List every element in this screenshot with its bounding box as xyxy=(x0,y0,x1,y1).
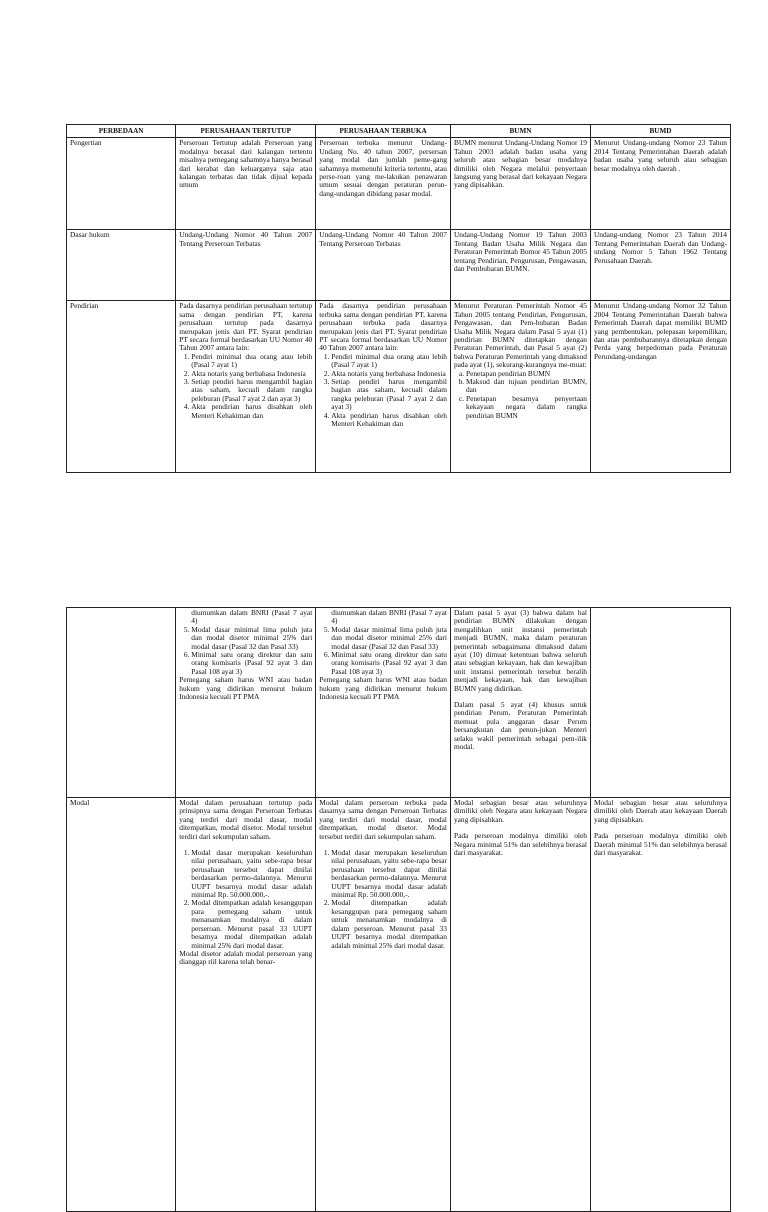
header-perbedaan: PERBEDAAN xyxy=(67,125,176,138)
cell-modal-bumn xyxy=(450,798,590,1212)
header-perusahaan-tertutup: PERUSAHAAN TERTUTUP xyxy=(176,125,316,138)
list-item: 1. Pendiri minimal dua orang atau lebih (Pasal 7 ayat 1) xyxy=(331,353,447,370)
pendirian-terbuka-list-continued xyxy=(319,626,447,676)
row-label-dasar-hukum: Dasar hukum xyxy=(67,230,176,301)
cell-pengertian-bumn: BUMN menurut Undang-Undang Nomor 19 Tahun 2003 adalah badan usaha yang seluruh atau sebagian besar modalnya dimiliki oleh Negara melalui penyertaan langsung yang berasal dari kekayaan Negara yang dipisahkan. xyxy=(450,138,590,230)
row-pendirian-lanjutan xyxy=(67,608,731,798)
cell-dasar-hukum-terbuka: Undang-Undang Nomor 40 Tahun 2007 Tentang Perseroan Terbatas xyxy=(316,230,451,301)
pendirian-terbuka-list xyxy=(319,353,447,429)
comparison-table-part-1 xyxy=(66,124,731,473)
pendirian-terbuka-continued: diumumkan dalam BNRI (Pasal 7 ayat 4) xyxy=(331,608,447,626)
list-item: 2. Akta notaris yang berbahasa Indonesia xyxy=(191,370,312,378)
table-header-row xyxy=(67,125,731,138)
cell-modal-terbuka xyxy=(316,798,451,1212)
list-item: 2. Modal ditempatkan adalah kesanggupan para pemegang saham untuk menanamkan modalnya di dalam perseroan. Menurut pasal 33 UUPT besarnya modal ditempatkan adalah minimal 25% dari modal dasar. xyxy=(331,899,447,949)
header-bumn: BUMN xyxy=(450,125,590,138)
pendirian-terbuka-intro: Pada dasarnya pendirian perusahaan terbuka sama dengan pendirian PT, karena perusahaan terbuka pada dasarnya merupakan jenis dari PT. Syarat pendirian PT secara formal berdasarkan UU Nomor 40 Tahun 2007 antara lain: xyxy=(319,301,447,353)
pendirian-bumn-intro: Menurut Peraturan Pemerintah Nomor 45 Tahun 2005 tentang Pendirian, Pengurusan, Pengawasan, dan Pem-bubaran Badan Usaha Milik Negara dalam Pasal 5 ayat (1) pendirian BUMN ditetapkan dengan Peraturan Pemerintah, dan Pasal 5 ayat (2) bahwa Peraturan Pemerintah yang dimaksud pada ayat (1), sekurang-kurangnya me-muat: xyxy=(453,301,587,370)
modal-bumn-paragraph-1: Modal sebagian besar atau seluruhnya dimiliki oleh Negara atau kekayaan Negara yang dipisahkan. xyxy=(453,798,587,824)
list-item: c. Penetapan besarnya penyertaan kekayaan negara dalam rangka pendirian BUMN xyxy=(466,395,587,420)
modal-bumn-paragraph-2: Pada perseroan modalnya dimiliki oleh Negara minimal 51% dan selebihnya berasal dari masyarakat. xyxy=(453,831,587,858)
modal-tertutup-list xyxy=(179,849,312,950)
modal-tertutup-intro: Modal dalam perusahaan tertutup pada prinsipnya sama dengan Perseroan Terbatas yang terdiri dari modal dasar, modal ditempatkan, modal disetor. Modal tersebut terdiri dari sekumpulan saham. xyxy=(179,799,313,841)
pendirian-tertutup-list xyxy=(179,353,312,420)
modal-tertutup-closing: Modal disetor adalah modal perseroan yang dianggap riil karena telah benar- xyxy=(179,948,313,967)
cell-pendirian-bumd: Menurut Undang-undang Nomor 32 Tahun 2004 Tentang Pemerintahan Daerah bahwa Pemerintah Daerah dapat memiliki BUMD yang pembentukan, pelepasan kepemilikan, dan atau pembubarannya ditetapkan dengan Perda yang berpedoman pada Peraturan Perundang-undangan xyxy=(590,301,730,473)
pendirian-tertutup-intro: Pada dasarnya pendirian perusahaan tertutup sama dengan pendirian PT, karena perusahaan tertutup pada dasarnya merupakan jenis dari PT. Syarat pendirian PT secara formal berdasarkan UU Nomor 40 Tahun 2007 antara lain: xyxy=(179,301,313,353)
list-item: 4. Akta pendirian harus disahkan oleh Menteri Kehakiman dan xyxy=(331,412,447,429)
row-pengertian xyxy=(67,138,731,230)
list-item: 1. Modal dasar merupakan keseluruhan nilai perusahaan, yaitu sebe-rapa besar perusahaan tersebut dapat dinilai berdasarkan permo-dalannya. Menurut UUPT besarnya modal dasar adalah minimal Rp. 50.000.000,-. xyxy=(191,849,312,899)
list-item: 1. Pendiri minimal dua orang atau lebih (Pasal 7 ayat 1) xyxy=(191,353,312,370)
list-item: 2. Akta notaris yang berbahasa Indonesia xyxy=(331,370,447,378)
pendirian-terbuka-closing: Pemegang saham harus WNI atau badan hukum yang didirikan menurut hukum Indonesia kecuali PT PMA xyxy=(319,675,447,702)
comparison-table-part-2 xyxy=(66,607,731,1212)
cell-pendirian-terbuka-lanjutan xyxy=(316,608,451,798)
cell-dasar-hukum-bumd: Undang-undang Nomor 23 Tahun 2014 Tentang Pemerintahan Daerah dan Undang-undang Nomor 5 Tahun 1962 Tentang Perusahaan Daerah. xyxy=(590,230,730,301)
row-modal xyxy=(67,798,731,1212)
pendirian-bumn-paragraph-1: Dalam pasal 5 ayat (3) bahwa dalam hal pendirian BUMN dilakukan dengan mengalihkan unit instansi pemerintah menjadi BUMN, maka dalam peraturan pemerintah sebagaimana dimaksud dalam ayat (10) dimuat ketentuan bahwa seluruh atau sebagian kekayaan, hak dan kewajiban unit instansi pemerintah tersebut beralih menjadi kekayaan, hak dan kewajiban BUMN yang didirikan. xyxy=(453,608,587,693)
row-dasar-hukum xyxy=(67,230,731,301)
cell-pengertian-tertutup: Perseroan Tertutup adalah Perseroan yang modalnya berasal dari kalangan tertentu misalnya pemegang sahamnya hanya berasal dari kerabat dan keluarganya saja atau kalangan terbatas dan tidak dijual kepada umum xyxy=(176,138,316,230)
list-item: 1. Modal dasar merupakan keseluruhan nilai perusahaan, yaitu sebe-rapa besar perusahaan tersebut dapat dinilai berdasarkan permo-dalannya. Menurut UUPT besarnya modal dasar adalah minimal Rp. 50.000.000,-. xyxy=(331,849,447,899)
cell-modal-bumd xyxy=(590,798,730,1212)
list-item: 5. Modal dasar minimal lima puluh juta dan modal disetor minimal 25% dari modal dasar (Pasal 32 dan Pasal 33) xyxy=(191,626,312,651)
cell-pendirian-terbuka xyxy=(316,301,451,473)
list-item: 5. Modal dasar minimal lima puluh juta dan modal disetor minimal 25% dari modal dasar (Pasal 32 dan Pasal 33) xyxy=(331,626,447,651)
list-item: 3. Setiap pendiri harus mengambil bagian atas saham, kecuali dalam rangka peleburan (Pasal 7 ayat 2 dan ayat 3) xyxy=(191,378,312,403)
cell-modal-tertutup xyxy=(176,798,316,1212)
row-label-empty xyxy=(67,608,176,798)
modal-bumd-paragraph-2: Pada perseroan modalnya dimiliki oleh Daerah minimal 51% dan selebihnya berasal dari masyarakat. xyxy=(593,831,727,858)
cell-pengertian-bumd: Menurut Undang-undang Nomor 23 Tahun 2014 Tentang Pemerintahan Daerah adalah badan usaha yang seluruh atau sebagian besar modalnya oleh daerah . xyxy=(590,138,730,230)
pendirian-tertutup-continued: diumumkan dalam BNRI (Pasal 7 ayat 4) xyxy=(191,608,313,626)
row-label-pengertian: Pengertian xyxy=(67,138,176,230)
cell-pendirian-bumn xyxy=(450,301,590,473)
header-bumd: BUMD xyxy=(590,125,730,138)
list-item: 3. Setiap pendiri harus mengambil bagian atas saham, kecuali dalam rangka peleburan (Pasal 7 ayat 2 dan ayat 3) xyxy=(331,378,447,412)
list-item: b. Maksud dan tujuan pendirian BUMN, dan xyxy=(466,378,587,395)
list-item: 4. Akta pendirian harus disahkan oleh Menteri Kehakiman dan xyxy=(191,403,312,420)
pendirian-tertutup-list-continued xyxy=(179,626,312,676)
pendirian-bumn-list xyxy=(454,370,587,420)
modal-terbuka-list xyxy=(319,849,447,950)
list-item: 6. Minimal satu orang direktur dan satu orang komisaris (Pasal 92 ayat 3 dan Pasal 108 ayat 3) xyxy=(191,651,312,676)
cell-dasar-hukum-bumn: Undang-Undang Nomor 19 Tahun 2003 Tentang Badan Usaha Milik Negara dan Peraturan Pemerintah Bomor 45 Tahun 2005 tentang Pendirian, Pengurusan, Pengawasan, dan Pembubaran BUMN. xyxy=(450,230,590,301)
row-label-pendirian: Pendirian xyxy=(67,301,176,473)
row-pendirian xyxy=(67,301,731,473)
modal-bumd-paragraph-1: Modal sebagian besar atau seluruhnya dimiliki oleh Daerah atau kekayaan Daerah yang dipisahkan. xyxy=(593,798,727,824)
list-item: 2. Modal ditempatkan adalah kesanggupan para pemegang saham untuk menanamkan modalnya di dalam perseroan. Menurut pasal 33 UUPT besarnya modal ditempatkan adalah minimal 25% dari modal dasar. xyxy=(191,899,312,949)
cell-pengertian-terbuka: Perseroan terbuka menurut Undang-Undang No. 40 tahun 2007, persersan yang modal dan jumlah peme-gang sahamnya memenuhi kriteria tertentu, atau perse-roan yang me-lakukan penawaran umum sesuai dengan peraturan perun-dang-undangan dibidang pasar modal. xyxy=(316,138,451,230)
modal-terbuka-intro: Modal dalam perseroan terbuka pada dasarnya sama dengan Perseroan Terbatas yang terdiri dari modal dasar, modal ditempatkan, modal disetor. Modal tersebut terdiri dari sekumpulan saham. xyxy=(319,799,447,841)
list-item: 6. Minimal satu orang direktur dan satu orang komisaris (Pasal 92 ayat 3 dan Pasal 108 ayat 3) xyxy=(331,651,447,676)
pendirian-bumn-paragraph-2: Dalam pasal 5 ayat (4) khusus untuk pendirian Perum, Peraturan Pemerintah memuat pula anggaran dasar Perum bersangkutan dan penun-jukan Menteri selaku wakil pemerintah sebagai pem-ilik modal. xyxy=(453,700,587,752)
row-label-modal: Modal xyxy=(67,798,176,1212)
cell-pendirian-tertutup-lanjutan xyxy=(176,608,316,798)
pendirian-tertutup-closing: Pemegang saham harus WNI atau badan hukum yang didirikan menurut hukum Indonesia kecuali PT PMA xyxy=(179,675,313,702)
list-item: a. Penetapan pendirian BUMN xyxy=(466,370,587,378)
cell-pendirian-tertutup xyxy=(176,301,316,473)
cell-pendirian-bumd-lanjutan xyxy=(590,608,730,798)
header-perusahaan-terbuka: PERUSAHAAN TERBUKA xyxy=(316,125,451,138)
cell-dasar-hukum-tertutup: Undang-Undang Nomor 40 Tahun 2007 Tentang Perseroan Terbatas xyxy=(176,230,316,301)
cell-pendirian-bumn-lanjutan xyxy=(450,608,590,798)
